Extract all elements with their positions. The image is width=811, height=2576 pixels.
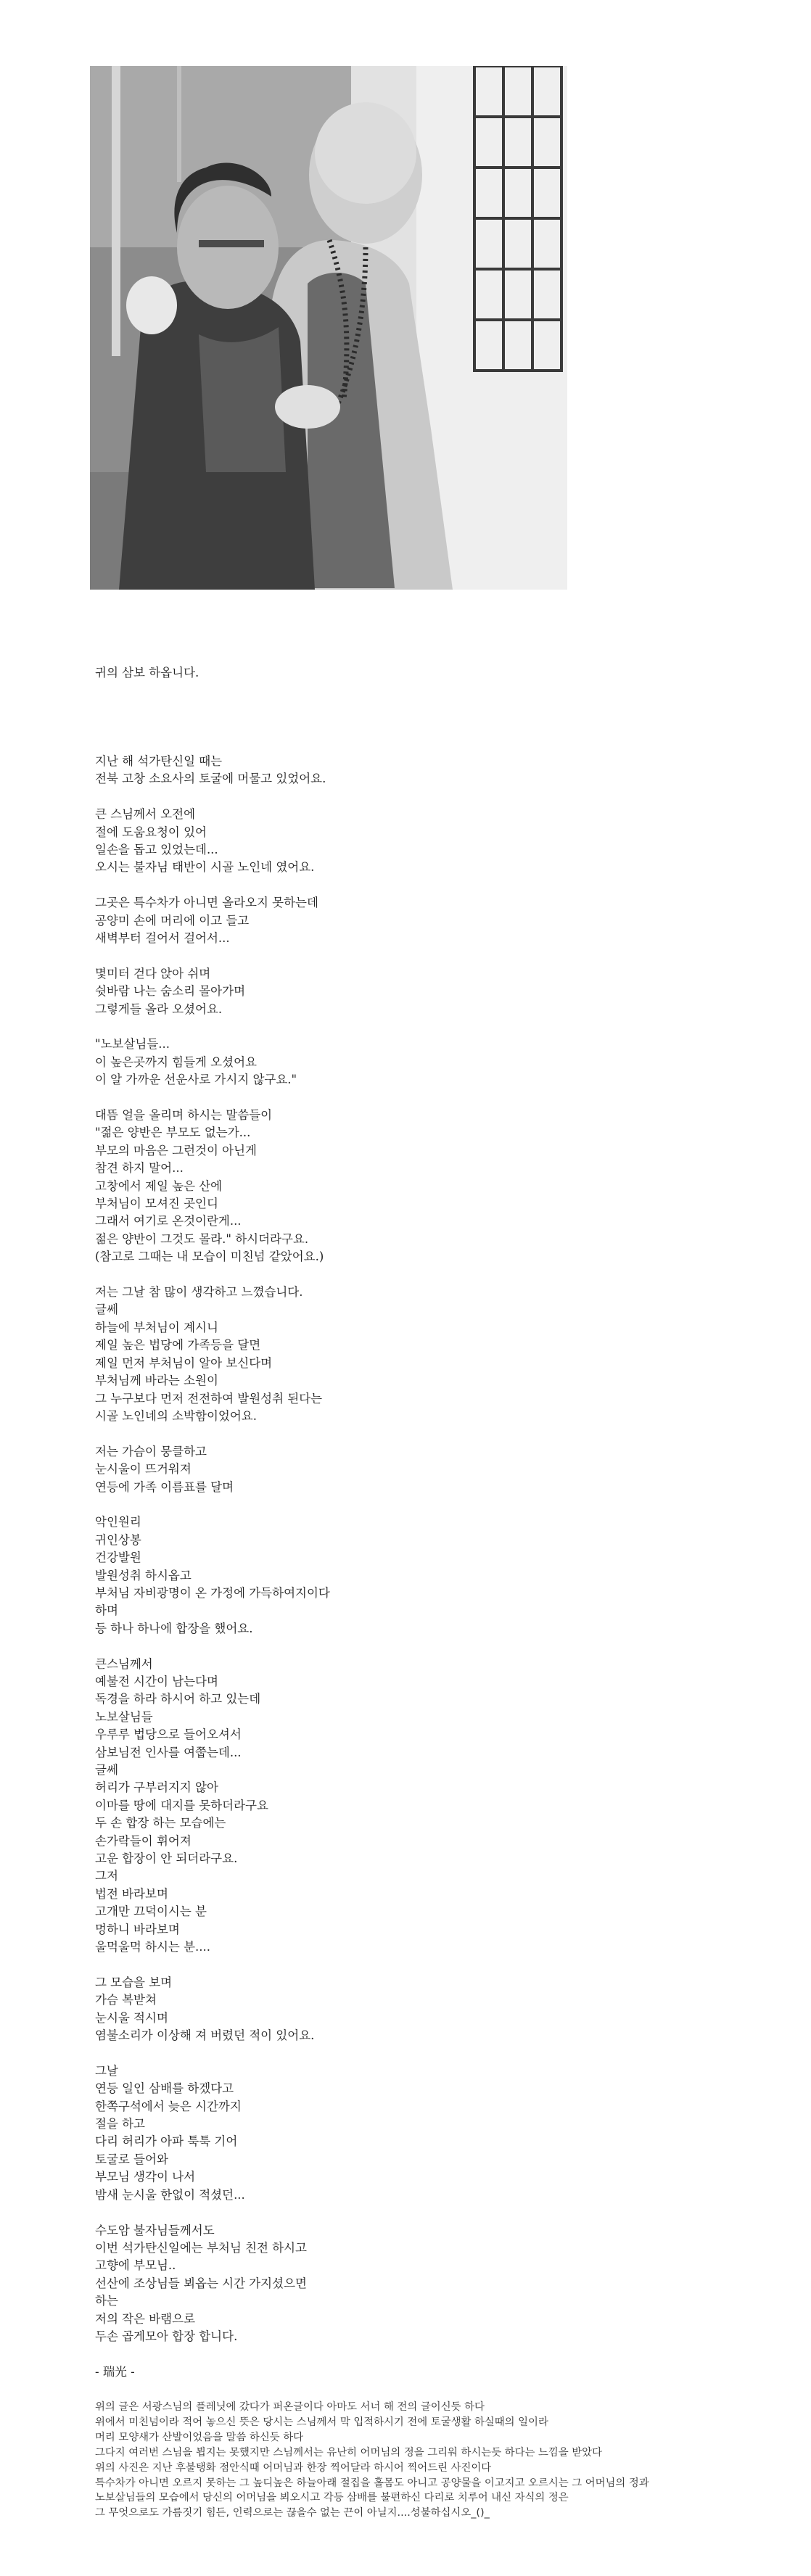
poem-line: 저는 가슴이 뭉클하고 — [95, 1444, 207, 1458]
note-line: 머리 모양새가 산발이었음을 말씀 하신듯 하다 — [95, 2431, 303, 2443]
poem-line: 부처님이 모셔진 곳인디 — [95, 1197, 218, 1211]
poem-line: 고개만 끄덕이시는 분 — [95, 1904, 207, 1919]
poem-line: (참고로 그때는 내 모습이 미친넘 같았어요.) — [95, 1250, 324, 1264]
poem-line: 눈시울 적시며 — [95, 2010, 168, 2025]
poem-line — [95, 2044, 690, 2062]
poem-line: "노보살님들... — [95, 1037, 170, 1052]
note-line: 노보살님들의 모습에서 당신의 어머님을 뵈오시고 각등 삼배를 불편하신 다리로 치루어 내신 자식의 정은 — [95, 2492, 569, 2504]
poem-line: 염불소리가 이상해 져 버렸던 적이 있어요. — [95, 2028, 315, 2043]
poem-line: 부모님 생각이 나서 — [95, 2170, 196, 2184]
poem-line: 대뜸 얼을 올리며 하시는 말씀들이 — [95, 1108, 273, 1123]
poem-line: 고창에서 제일 높은 산에 — [95, 1178, 223, 1193]
poem-line: 시골 노인네의 소박함이었어요. — [95, 1408, 257, 1423]
poem-line: 이 높은곳까지 힘들게 오셨어요 — [95, 1054, 257, 1069]
poem-line — [95, 735, 690, 753]
poem-line — [95, 717, 690, 735]
poem-line: 부처님께 바라는 소원이 — [95, 1374, 218, 1388]
note-line: 그다지 여러번 스님을 뵙지는 못했지만 스님께서는 유난히 어머님의 정을 그리워 하시는듯 하다는 느낌을 받았다 — [95, 2446, 602, 2459]
poem-line: 그 모습을 보며 — [95, 1975, 173, 1989]
poem-line — [95, 2345, 690, 2363]
poem-line: 공양미 손에 머리에 이고 들고 — [95, 913, 250, 928]
poem-line: 다리 허리가 아파 툭툭 기어 — [95, 2134, 238, 2149]
poem-line: 그래서 여기로 온것이란게... — [95, 1214, 242, 1229]
poem-line: 연등에 가족 이름표를 달며 — [95, 1479, 234, 1494]
poem-line: 밤새 눈시울 한없이 적셨던... — [95, 2187, 245, 2202]
poem-line: 선산에 조상님들 뵈옵는 시간 가지셨으면 — [95, 2276, 307, 2290]
poem-line: 저는 그날 참 많이 생각하고 느꼈습니다. — [95, 1285, 303, 1300]
poem-line: 새벽부터 걸어서 걸어서... — [95, 931, 230, 945]
postscript-note — [95, 2400, 791, 2521]
poem-line: 부처님 자비광명이 온 가정에 가득하여지이다 — [95, 1585, 330, 1600]
poem-line: 절을 하고 — [95, 2117, 146, 2131]
poem-line: 울먹울먹 하시는 분.... — [95, 1940, 210, 1954]
poem-line: 글쎄 — [95, 1303, 118, 1317]
poem-line — [95, 682, 690, 699]
poem-line: "젊은 양반은 부모도 없는가... — [95, 1126, 251, 1140]
poem-line — [95, 700, 690, 717]
poem-line: 오시는 불자님 태반이 시골 노인네 였어요. — [95, 860, 315, 875]
poem-line — [95, 1956, 690, 1973]
poem-line: 악인원리 — [95, 1515, 141, 1530]
poem-line: 귀인상봉 — [95, 1532, 141, 1547]
poem-line: 한쪽구석에서 늦은 시간까지 — [95, 2099, 242, 2113]
poem-line: 삼보님전 인사를 여쭙는데... — [95, 1745, 242, 1759]
poem-line: 고향에 부모님.. — [95, 2258, 176, 2273]
poem-line: 젊은 양반이 그것도 몰라." 하시더라구요. — [95, 1231, 309, 1246]
poem-line: 멍하니 바라보며 — [95, 1922, 180, 1936]
poem-line: 그렇게들 올라 오셨어요. — [95, 1002, 223, 1016]
poem-line: - 瑞光 - — [95, 2364, 135, 2379]
poem-line — [95, 1089, 690, 1107]
poem-line: 발원성취 하시옵고 — [95, 1568, 192, 1582]
poem-line: 전북 고창 소요사의 토굴에 머물고 있었어요. — [95, 772, 326, 786]
poem-line: 그날 — [95, 2063, 118, 2078]
photo-monk-and-elderly-woman — [90, 66, 567, 590]
poem-line: 큰스님께서 — [95, 1656, 153, 1671]
poem-line: 손가락들이 휘어져 — [95, 1833, 192, 1848]
note-line: 위의 글은 서광스님의 플레닛에 갔다가 퍼온글이다 아마도 서너 해 전의 글이신듯 하다 — [95, 2401, 485, 2413]
poem-line: 우루루 법당으로 들어오셔서 — [95, 1727, 242, 1742]
poem-line: 일손을 돕고 있었는데... — [95, 842, 218, 856]
poem-line: 큰 스님께서 오전에 — [95, 807, 196, 822]
poem-line: 지난 해 석가탄신일 때는 — [95, 754, 223, 768]
poem-line: 몇미터 걷다 앉아 쉬며 — [95, 966, 211, 981]
poem-line — [95, 1266, 690, 1284]
poem-line: 가슴 복받쳐 — [95, 1993, 157, 2007]
poem-line: 글쎄 — [95, 1762, 118, 1777]
poem-line: 건강발원 — [95, 1551, 141, 1565]
poem-line — [95, 1018, 690, 1036]
note-line: 위의 사진은 지난 후불탱화 점안식때 어머님과 한장 찍어달라 하시어 찍어드린 사진이다 — [95, 2461, 492, 2474]
poem-line: 예불전 시간이 남는다며 — [95, 1674, 218, 1688]
poem-line: 참견 하지 말어... — [95, 1161, 184, 1176]
poem-line — [95, 1638, 690, 1655]
poem-line: 법전 바라보며 — [95, 1886, 168, 1901]
poem-line: 제일 먼저 부처님이 알아 보신다며 — [95, 1355, 273, 1370]
poem-line: 등 하나 하나에 합장을 했어요. — [95, 1621, 253, 1635]
poem-line: 두손 곱게모아 합장 합니다. — [95, 2329, 238, 2343]
poem-line — [95, 788, 690, 806]
poem-line: 수도암 불자님들께서도 — [95, 2223, 215, 2237]
poem-line: 이 알 가까운 선운사로 가시지 않구요." — [95, 1073, 297, 1087]
poem-line: 고운 합장이 안 되더라구요. — [95, 1852, 238, 1866]
poem-line: 부모의 마음은 그런것이 아닌게 — [95, 1143, 257, 1157]
poem-line: 절에 도움요청이 있어 — [95, 825, 207, 839]
poem-line — [95, 1496, 690, 1514]
poem-line — [95, 2204, 690, 2221]
poem-line: 제일 높은 법당에 가족등을 달면 — [95, 1338, 261, 1353]
poem-line: 하며 — [95, 1603, 118, 1618]
poem-line: 하늘에 부처님이 계시니 — [95, 1320, 218, 1334]
poem-line — [95, 1425, 690, 1442]
poem-line: 쉿바람 나는 숨소리 몰아가며 — [95, 984, 246, 999]
poem-line: 눈시울이 뜨거워져 — [95, 1462, 192, 1477]
poem-line: 그저 — [95, 1869, 118, 1883]
note-line: 그 무엇으로도 가름짓기 힘든, 인력으로는 끊을수 없는 끈이 아닐지....성불하십시오_()_ — [95, 2507, 490, 2519]
poem-line: 하는 — [95, 2294, 118, 2308]
poem-line — [95, 877, 690, 894]
poem-line: 그 누구보다 먼저 전전하여 발원성취 된다는 — [95, 1391, 323, 1405]
photo-illustration — [90, 66, 567, 590]
poem-line: 토굴로 들어와 — [95, 2152, 168, 2166]
poem-line: 이마를 땅에 대지를 못하더라구요 — [95, 1798, 268, 1812]
poem-line: 노보살님들 — [95, 1709, 153, 1724]
poem-line: 저의 작은 바램으로 — [95, 2311, 196, 2326]
note-line: 위에서 미친넘이라 적어 놓으신 뜻은 당시는 스님께서 막 입적하시기 전에 토굴생활 하실때의 일이라 — [95, 2416, 548, 2428]
poem-line: 그곳은 특수차가 아니면 올라오지 못하는데 — [95, 896, 318, 910]
poem-line: 귀의 삼보 하옵니다. — [95, 666, 199, 680]
poem-line: 허리가 구부러지지 않아 — [95, 1780, 218, 1795]
poem-body — [95, 664, 690, 2381]
poem-line: 연등 일인 삼배를 하겠다고 — [95, 2081, 234, 2096]
poem-line — [95, 947, 690, 965]
poem-line: 이번 석가탄신일에는 부처님 친전 하시고 — [95, 2240, 307, 2255]
poem-line: 두 손 합장 하는 모습에는 — [95, 1816, 226, 1830]
note-line: 특수차가 아니면 오르지 못하는 그 높디높은 하늘아래 절집을 홀몸도 아니고 공양물을 이고지고 오르시는 그 어머님의 정과 — [95, 2477, 649, 2489]
poem-line: 독경을 하라 하시어 하고 있는데 — [95, 1692, 261, 1706]
